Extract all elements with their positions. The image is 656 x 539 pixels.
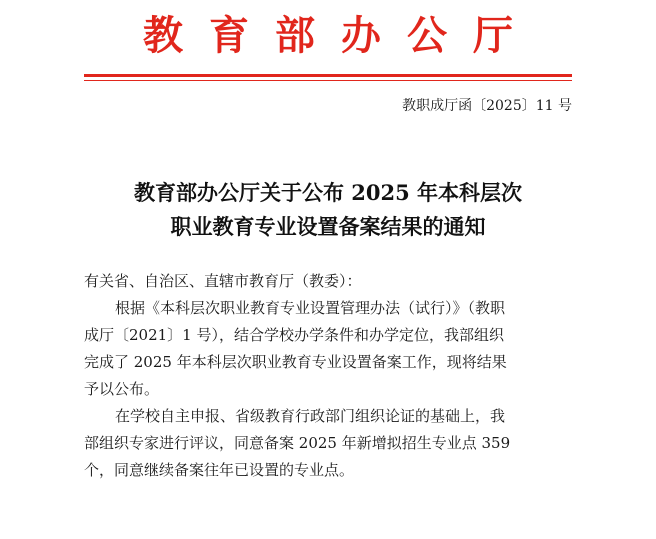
paragraph-1-line-4: 予以公布。 bbox=[84, 380, 160, 398]
paragraph-1 bbox=[84, 295, 574, 403]
paragraph-2 bbox=[84, 403, 574, 484]
red-divider-thick bbox=[84, 74, 572, 77]
title-line-2: 职业教育专业设置备案结果的通知 bbox=[170, 214, 486, 239]
red-divider-thin bbox=[84, 80, 572, 81]
salutation: 有关省、自治区、直辖市教育厅（教委）： bbox=[84, 272, 362, 290]
title-line-1: 教育部办公厅关于公布 2025 年本科层次 bbox=[133, 180, 523, 205]
paragraph-2-line-3: 个，同意继续备案往年已设置的专业点。 bbox=[84, 461, 355, 479]
document-title bbox=[0, 176, 656, 244]
paragraph-1-line-3: 完成了 2025 年本科层次职业教育专业设置备案工作，现将结果 bbox=[84, 353, 507, 371]
document-body bbox=[84, 268, 574, 484]
paragraph-2-line-1: 在学校自主申报、省级教育行政部门组织论证的基础上，我 bbox=[115, 407, 506, 425]
paragraph-2-line-2: 部组织专家进行评议，同意备案 2025 年新增拟招生专业点 359 bbox=[84, 434, 511, 452]
paragraph-1-line-2: 成厅〔2021〕1 号），结合学校办学条件和办学定位，我部组织 bbox=[84, 326, 504, 344]
issuer-header: 教育部办公厅 bbox=[143, 12, 539, 59]
document-number: 教职成厅函〔2025〕11 号 bbox=[402, 98, 572, 114]
paragraph-1-line-1: 根据《本科层次职业教育专业设置管理办法（试行）》（教职 bbox=[115, 299, 506, 317]
